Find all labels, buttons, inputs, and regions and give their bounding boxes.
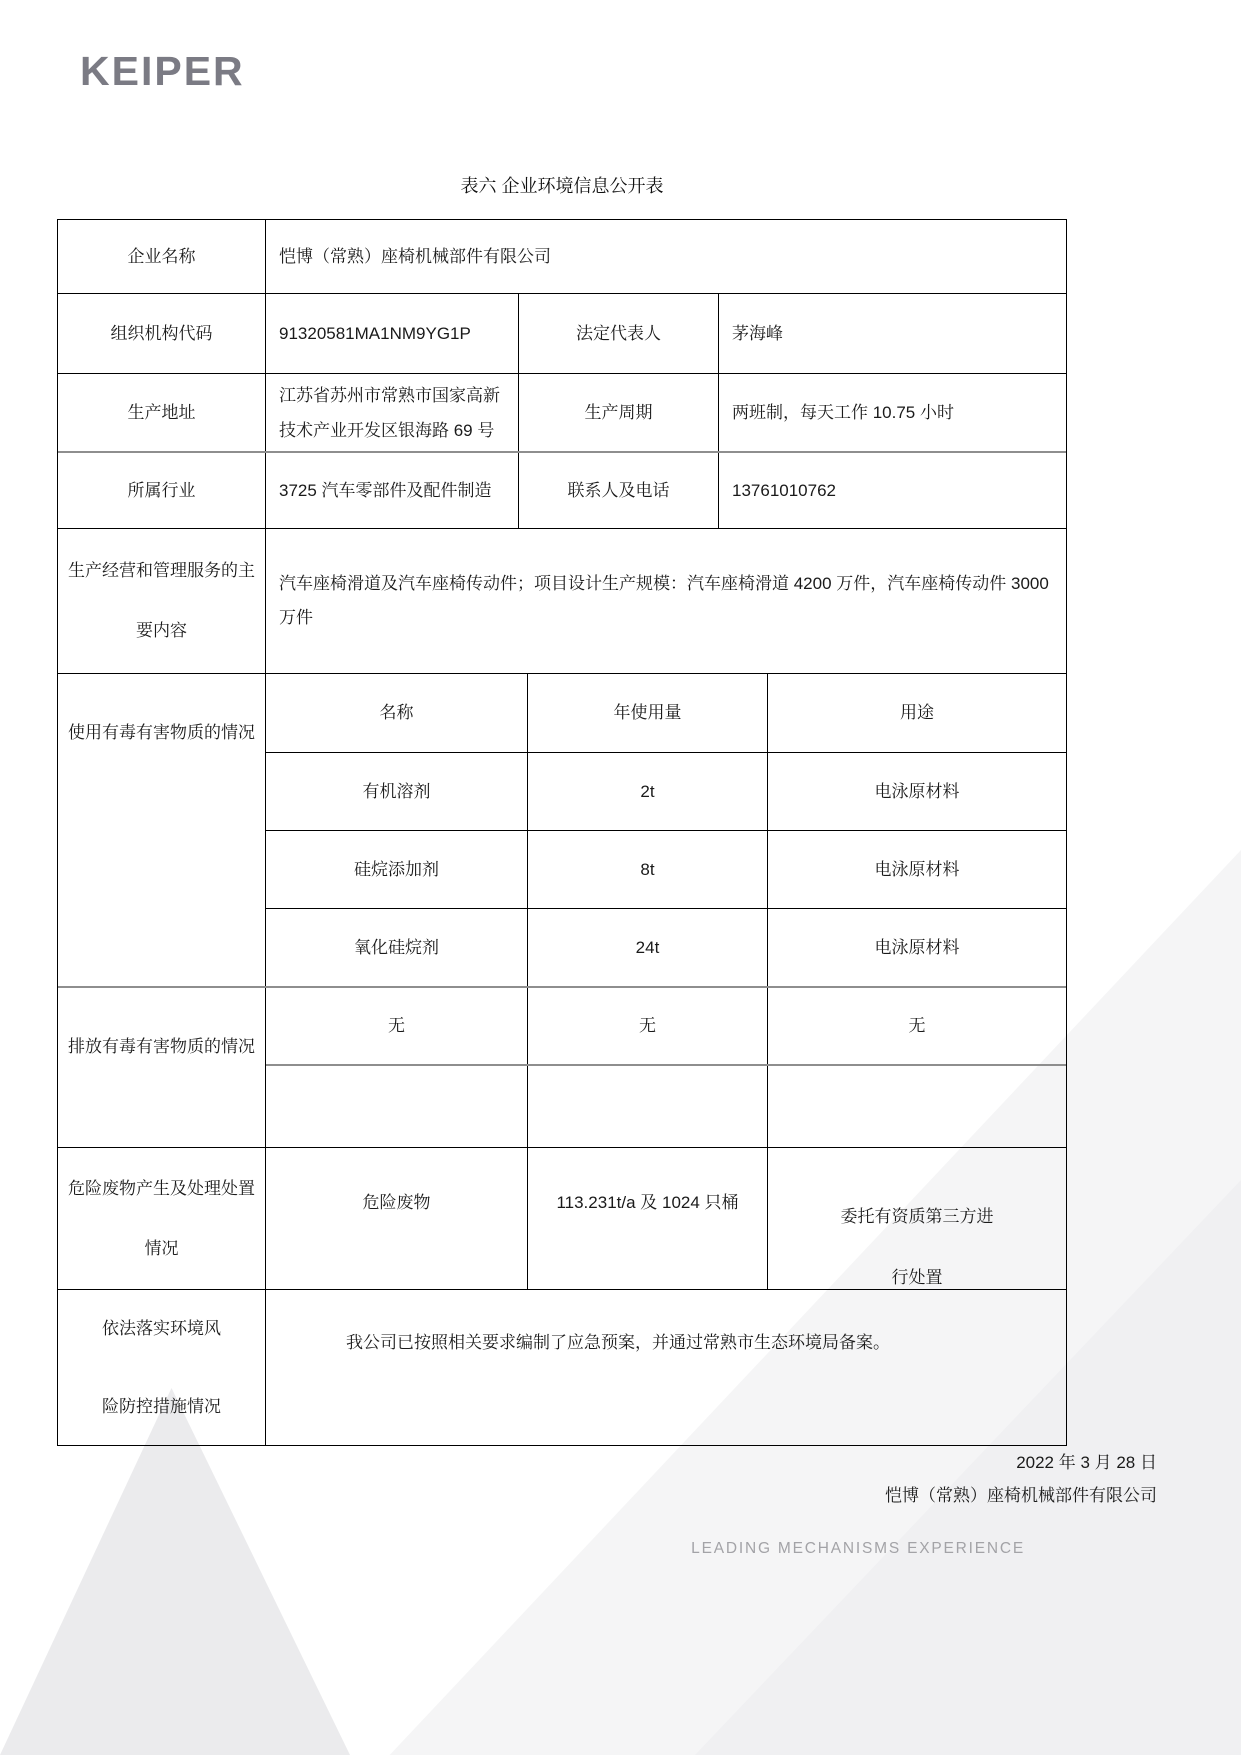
toxic-usage-header-purpose: 用途: [900, 703, 934, 722]
toxic-usage-row-3: [266, 909, 1066, 986]
toxic-discharge-row: [266, 988, 1066, 1066]
contact-value: 13761010762: [732, 480, 837, 500]
empty-cell: [768, 1066, 1066, 1147]
business-scope-label: [58, 529, 266, 673]
toxic-usage-2-purpose: 电泳原材料: [874, 859, 960, 879]
toxic-usage-1-purpose: 电泳原材料: [874, 781, 960, 801]
business-scope-label-line1: 生产经营和管理服务的主: [68, 561, 255, 580]
toxic-usage-header-name: 名称: [266, 674, 528, 752]
hazardous-waste-label-line2: 情况: [144, 1238, 179, 1258]
org-code-value: 91320581MA1NM9YG1P: [266, 294, 519, 373]
keiper-logo: KEIPER: [80, 48, 245, 94]
toxic-usage-3-amount: 24t: [528, 909, 768, 986]
document-title: 表六 企业环境信息公开表: [460, 176, 664, 196]
hazardous-waste-disposal: [768, 1148, 1066, 1289]
toxic-discharge-label: 排放有毒有害物质的情况: [58, 988, 266, 1147]
hazardous-waste-label-line1: 危险废物产生及处理处置: [68, 1178, 255, 1198]
footer-date: 2022 年 3 月 28 日: [1016, 1453, 1157, 1472]
row-org-code: [58, 294, 1066, 374]
risk-control-label-line1: 依法落实环境风: [102, 1318, 221, 1338]
row-risk-control: [58, 1290, 1066, 1445]
toxic-usage-2-name: 硅烷添加剂: [266, 831, 528, 908]
toxic-usage-3-purpose: 电泳原材料: [874, 937, 960, 957]
environment-info-table: [57, 219, 1067, 1446]
hazardous-waste-name: 危险废物: [266, 1148, 528, 1289]
toxic-usage-label: 使用有毒有害物质的情况: [58, 674, 266, 986]
toxic-usage-3-name: 氧化硅烷剂: [266, 909, 528, 986]
toxic-discharge-amount: 无: [528, 988, 768, 1064]
hazardous-waste-amount: 113.231t/a 及 1024 只桶: [528, 1148, 768, 1289]
toxic-usage-1-name: 有机溶剂: [266, 753, 528, 830]
company-name-label: 企业名称: [58, 220, 266, 293]
brand-slogan: LEADING MECHANISMS EXPERIENCE: [691, 1540, 1025, 1557]
toxic-usage-header-amount: 年使用量: [528, 674, 768, 752]
company-name-value: 恺博（常熟）座椅机械部件有限公司: [279, 246, 551, 266]
toxic-usage-subtable: [266, 674, 1066, 986]
row-business-scope: [58, 529, 1066, 674]
risk-control-label-line2: 险防控措施情况: [102, 1396, 221, 1416]
toxic-discharge-subtable: [266, 988, 1066, 1147]
business-scope-value: 汽车座椅滑道及汽车座椅传动件；项目设计生产规模：汽车座椅滑道 4200 万件，汽车座椅传动件 3000 万件: [279, 574, 1049, 627]
contact-label: 联系人及电话: [519, 453, 719, 528]
section-toxic-discharge: [58, 988, 1066, 1148]
row-industry: [58, 453, 1066, 529]
toxic-usage-2-amount: 8t: [528, 831, 768, 908]
row-company-name: [58, 220, 1066, 294]
hazardous-waste-label: [58, 1148, 266, 1289]
toxic-usage-row-1: [266, 753, 1066, 831]
org-code-label: 组织机构代码: [58, 294, 266, 373]
toxic-usage-1-amount: 2t: [528, 753, 768, 830]
hazardous-waste-disposal-line1: 委托有资质第三方进: [840, 1207, 994, 1226]
toxic-usage-row-2: [266, 831, 1066, 909]
empty-cell: [266, 1066, 528, 1147]
section-toxic-usage: [58, 674, 1066, 988]
address-label: 生产地址: [58, 374, 266, 451]
industry-label: 所属行业: [58, 453, 266, 528]
empty-cell: [528, 1066, 768, 1147]
business-scope-label-line2: 要内容: [136, 621, 187, 640]
row-hazardous-waste: [58, 1148, 1066, 1290]
toxic-discharge-empty-row: [266, 1066, 1066, 1147]
risk-control-label: [58, 1290, 266, 1445]
footer-company: 恺博（常熟）座椅机械部件有限公司: [885, 1486, 1157, 1505]
toxic-discharge-name: 无: [266, 988, 528, 1064]
cycle-value: 两班制，每天工作 10.75 小时: [732, 403, 954, 422]
toxic-discharge-purpose: 无: [908, 1016, 926, 1035]
legal-rep-value: 茅海峰: [732, 323, 783, 343]
row-address: [58, 374, 1066, 453]
legal-rep-label: 法定代表人: [519, 294, 719, 373]
risk-control-value: 我公司已按照相关要求编制了应急预案，并通过常熟市生态环境局备案。: [346, 1333, 890, 1352]
hazardous-waste-disposal-line2: 行处置: [891, 1268, 943, 1287]
address-value: 江苏省苏州市常熟市国家高新技术产业开发区银海路 69 号: [266, 374, 519, 451]
toxic-usage-header-row: [266, 674, 1066, 753]
industry-value: 3725 汽车零部件及配件制造: [266, 453, 519, 528]
cycle-label: 生产周期: [519, 374, 719, 451]
